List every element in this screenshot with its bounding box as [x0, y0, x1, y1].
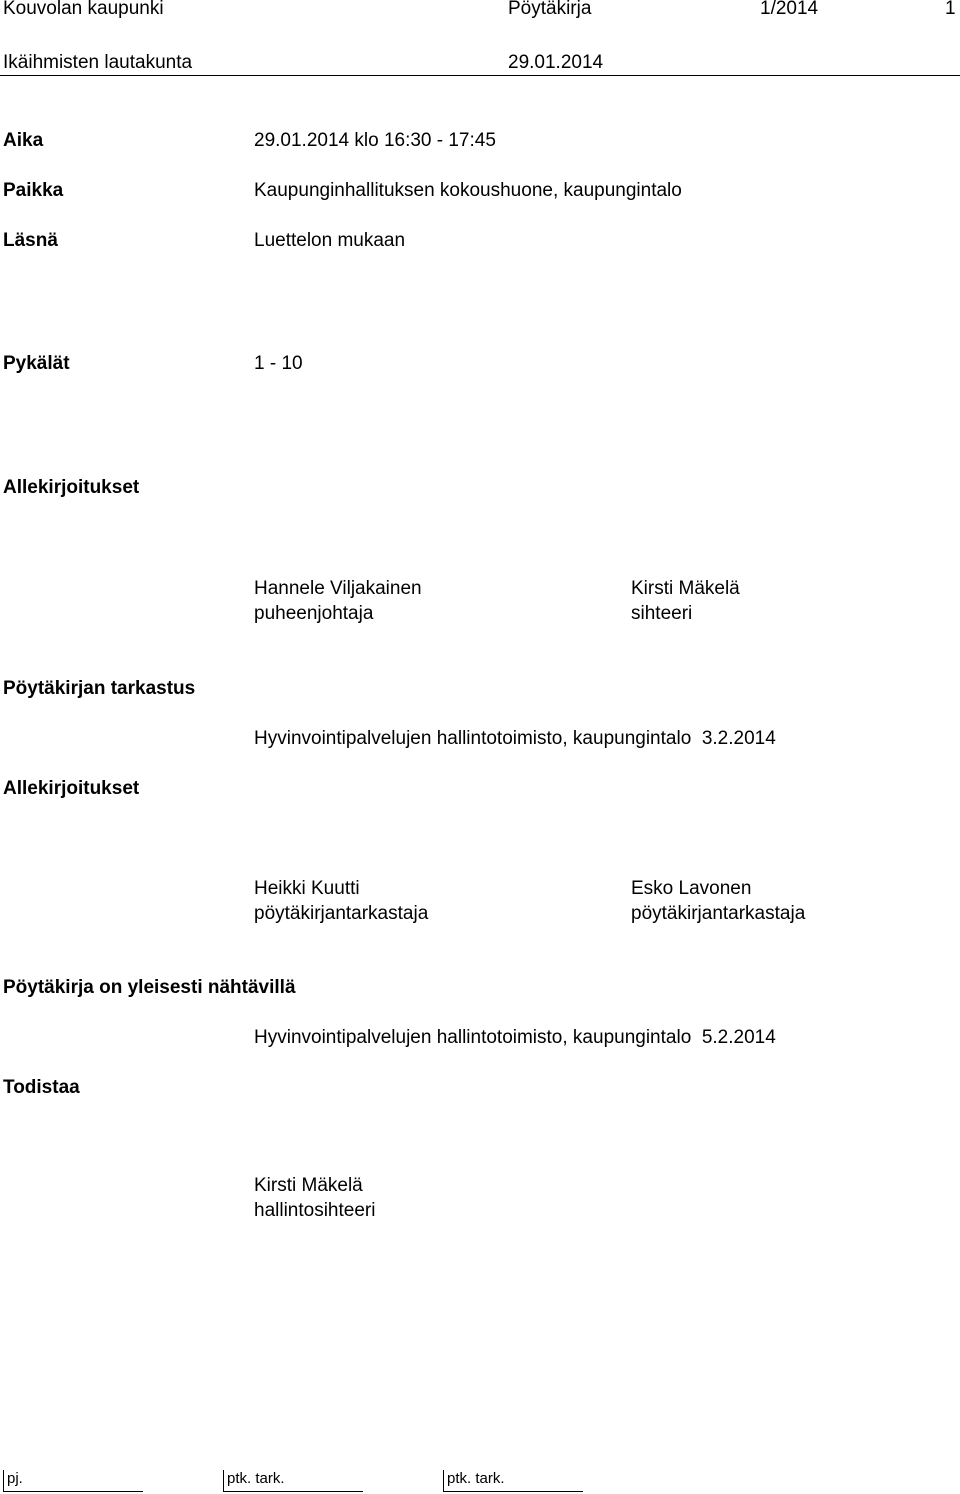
footer-underline	[3, 1491, 143, 1492]
city-name: Kouvolan kaupunki	[3, 0, 164, 19]
footer-reviewer2-label: ptk. tark.	[447, 1470, 505, 1487]
reviewer1-name: Heikki Kuutti	[254, 878, 360, 899]
header-divider	[0, 75, 960, 76]
chair-name: Hannele Viljakainen	[254, 578, 422, 599]
footer-initials-reviewer2	[443, 1470, 583, 1492]
present-value: Luettelon mukaan	[254, 230, 406, 251]
footer-initials-chair	[3, 1470, 143, 1492]
place-value: Kaupunginhallituksen kokoushuone, kaupungintalo	[254, 180, 682, 201]
document-type: Pöytäkirja	[508, 0, 592, 19]
sections-label: Pykälät	[3, 353, 70, 374]
present-label: Läsnä	[3, 230, 58, 251]
footer-underline	[223, 1491, 363, 1492]
sections-value: 1 - 10	[254, 353, 303, 374]
footer-reviewer1-label: ptk. tark.	[227, 1470, 285, 1487]
footer-initials-reviewer1	[223, 1470, 363, 1492]
certifier-role: hallintosihteeri	[254, 1200, 376, 1221]
certifier-name: Kirsti Mäkelä	[254, 1175, 363, 1196]
certify-label: Todistaa	[3, 1077, 80, 1098]
reviewer2-name: Esko Lavonen	[631, 878, 752, 899]
header-date: 29.01.2014	[508, 52, 604, 73]
public-label: Pöytäkirja on yleisesti nähtävillä	[3, 977, 296, 998]
footer-underline	[443, 1491, 583, 1492]
reviewer2-role: pöytäkirjantarkastaja	[631, 903, 806, 924]
footer-divider	[443, 1470, 444, 1492]
footer-divider	[3, 1470, 4, 1492]
time-value: 29.01.2014 klo 16:30 - 17:45	[254, 130, 496, 151]
review-label: Pöytäkirjan tarkastus	[3, 678, 196, 699]
place-label: Paikka	[3, 180, 64, 201]
secretary-role: sihteeri	[631, 603, 693, 624]
page-number: 1	[945, 0, 956, 19]
chair-role: puheenjohtaja	[254, 603, 374, 624]
secretary-name: Kirsti Mäkelä	[631, 578, 740, 599]
signatures-label: Allekirjoitukset	[3, 477, 140, 498]
footer-divider	[223, 1470, 224, 1492]
footer-chair-label: pj.	[7, 1470, 23, 1487]
document-number: 1/2014	[760, 0, 819, 19]
time-label: Aika	[3, 130, 44, 151]
public-place-date: Hyvinvointipalvelujen hallintotoimisto, kaupungintalo 5.2.2014	[254, 1027, 776, 1048]
reviewer1-role: pöytäkirjantarkastaja	[254, 903, 429, 924]
review-signatures-label: Allekirjoitukset	[3, 778, 140, 799]
committee-name: Ikäihmisten lautakunta	[3, 52, 193, 73]
review-place-date: Hyvinvointipalvelujen hallintotoimisto, kaupungintalo 3.2.2014	[254, 728, 776, 749]
